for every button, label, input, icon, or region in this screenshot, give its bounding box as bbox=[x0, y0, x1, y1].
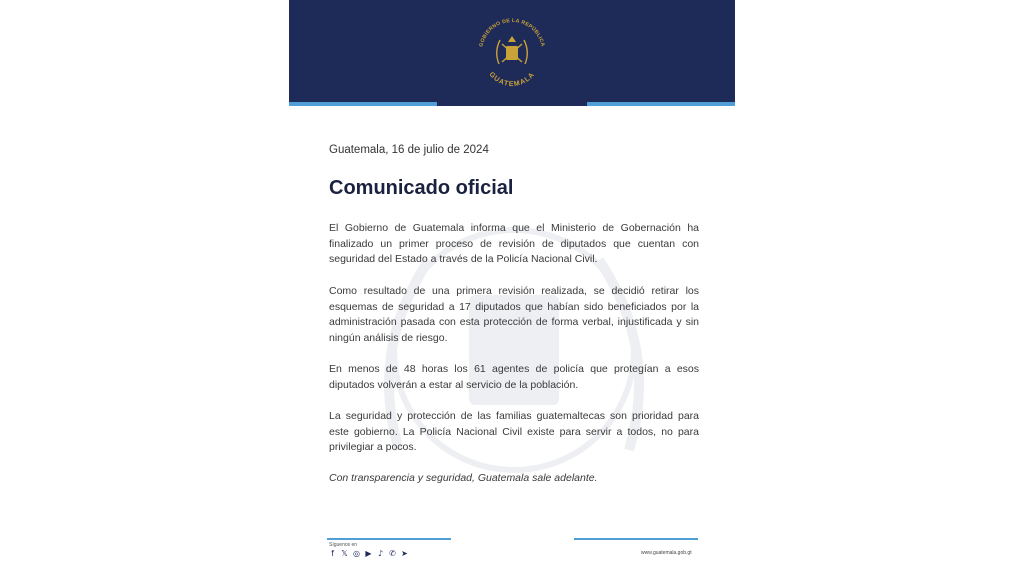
website-link[interactable]: www.guatemala.gob.gt bbox=[641, 550, 692, 556]
government-seal-icon bbox=[472, 12, 552, 92]
social-icons bbox=[328, 549, 409, 558]
svg-text:GOBIERNO DE LA REPÚBLICA bbox=[478, 18, 545, 48]
telegram-icon[interactable]: ➤ bbox=[401, 549, 408, 558]
paragraph-1: El Gobierno de Guatemala informa que el Ministerio de Gobernación ha finalizado un primer proceso de revisión de diputados que cuentan con seguridad del Estado a través de la Policía Nacional Civil. bbox=[329, 222, 699, 265]
facebook-icon[interactable]: f bbox=[331, 549, 334, 558]
document-title: Comunicado oficial bbox=[329, 177, 514, 199]
header-accent-left bbox=[289, 102, 437, 106]
paragraph-2: Como resultado de una primera revisión realizada, se decidió retirar los esquemas de seguridad a 17 diputados que habían sido beneficiados por la administración pasada con esta protección de forma verbal, injustificada y sin ningún análisis de riesgo. bbox=[329, 285, 699, 344]
paragraph-4: La seguridad y protección de las familias guatemaltecas son prioridad para este gobierno. La Policía Nacional Civil existe para servir a todos, no para privilegiar a pocos. bbox=[329, 410, 699, 453]
paragraph-3: En menos de 48 horas los 61 agentes de policía que protegían a esos diputados volverán a estar al servicio de la población. bbox=[329, 363, 699, 391]
tiktok-icon[interactable]: ♪ bbox=[377, 549, 384, 558]
footer-accent-right bbox=[574, 538, 698, 540]
svg-text:GUATEMALA bbox=[488, 71, 537, 88]
footer-accent-left bbox=[327, 538, 451, 540]
header-accent-center bbox=[437, 102, 587, 106]
seal-text-bottom: GUATEMALA bbox=[487, 70, 537, 89]
document-page bbox=[289, 0, 735, 572]
header-accent-right bbox=[587, 102, 735, 106]
header-banner bbox=[289, 0, 735, 102]
follow-label: Síguenos en bbox=[329, 542, 358, 548]
youtube-icon[interactable]: ▶ bbox=[365, 549, 372, 558]
instagram-icon[interactable]: ◎ bbox=[353, 549, 360, 558]
x-icon[interactable]: 𝕏 bbox=[341, 549, 348, 558]
seal-text-top: GOBIERNO DE LA REPÚBLICA bbox=[478, 17, 546, 48]
whatsapp-icon[interactable]: ✆ bbox=[389, 549, 396, 558]
closing-statement: Con transparencia y seguridad, Guatemala sale adelante. bbox=[329, 472, 598, 484]
document-date: Guatemala, 16 de julio de 2024 bbox=[329, 144, 489, 156]
